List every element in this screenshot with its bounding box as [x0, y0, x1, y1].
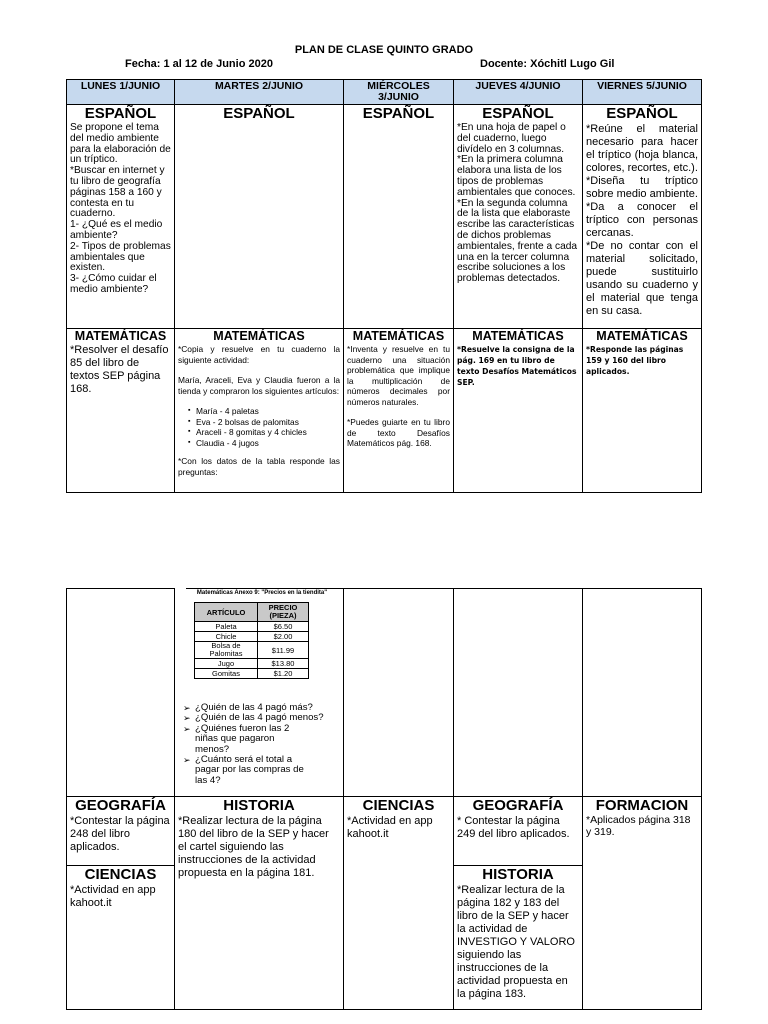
price-table-annex	[186, 590, 338, 698]
subject-label: FORMACION	[595, 797, 689, 814]
day-header-lunes: LUNES 1/JUNIO	[66, 79, 175, 105]
table2-jueves-top	[453, 588, 583, 797]
matematicas-martes-cell	[174, 328, 344, 493]
ciencias-lunes-cell	[66, 865, 175, 1010]
subject-label: MATEMÁTICAS	[352, 329, 445, 343]
geografia-lunes-cell	[66, 796, 175, 866]
subject-label: ESPAÑOL	[84, 105, 157, 122]
geografia-jueves-text: * Contestar la página 249 del libro aplicados.	[457, 815, 570, 840]
page-title: PLAN DE CLASE QUINTO GRADO	[294, 44, 474, 56]
subject-label: HISTORIA	[482, 866, 554, 883]
matematicas-viernes-cell	[582, 328, 702, 493]
espanol-lunes-cell	[66, 104, 175, 329]
list-item: ➢ ¿Cuánto será el total a pagar por las compras de las 4?	[183, 755, 343, 786]
subject-label: ESPAÑOL	[606, 105, 678, 122]
list-item: ➢ ¿Quién de las 4 pagó más?	[183, 703, 343, 713]
day-header-miercoles: MIÉRCOLES 3/JUNIO	[343, 79, 454, 105]
espanol-viernes-cell	[582, 104, 702, 329]
subject-label: GEOGRAFÍA	[472, 797, 564, 814]
espanol-jueves-text: *En una hoja de papel o del cuaderno, luego divídelo en 3 columnas. *En la primera columna elabora una lista de los tipos de problemas ambientales que conoces. *En la segunda columna de la lista que elaboraste escribe las características de dichos problemas ambientales, frente a cada una en la tercer columna escribe soluciones a los problemas detectados.	[457, 122, 578, 285]
day-header-martes: MARTES 2/JUNIO	[174, 79, 344, 105]
espanol-lunes-text: Se propone el tema del medio ambiente para la elaboración de un tríptico. *Buscar en internet y tu libro de geografía páginas 158 a 160 y contesta en tu cuaderno. 1- ¿Qué es el medio ambiente? 2- Tipos de problemas ambientales que existen. 3- ¿Cómo cuidar el medio ambiente?	[70, 122, 171, 295]
historia-martes-cell	[174, 796, 344, 1010]
list-item: ▪ Araceli - 8 gomitas y 4 chicles	[190, 427, 340, 438]
subject-label: MATEMÁTICAS	[74, 329, 167, 343]
subject-label: GEOGRAFÍA	[75, 797, 166, 814]
subject-label: MATEMÁTICAS	[472, 329, 564, 343]
matematicas-viernes-text: *Responde las páginas 159 y 160 del libro aplicados.	[586, 345, 684, 376]
espanol-martes-cell	[174, 104, 344, 329]
list-item: ➢ ¿Quién de las 4 pagó menos?	[183, 713, 343, 723]
table-row: Chicle $2.00	[195, 632, 309, 642]
ciencias-miercoles-text: *Actividad en app kahoot.it	[347, 815, 433, 840]
espanol-jueves-cell	[453, 104, 583, 329]
historia-jueves-cell	[453, 865, 583, 1010]
subject-label: HISTORIA	[223, 797, 295, 814]
table-row: Bolsa de Palomitas $11.99	[195, 642, 309, 659]
column-header: ARTÍCULO	[195, 603, 258, 622]
column-header: PRECIO (PIEZA)	[258, 603, 309, 622]
subject-label: ESPAÑOL	[223, 105, 295, 122]
subject-label: CIENCIAS	[362, 797, 435, 814]
geografia-jueves-cell	[453, 796, 583, 866]
list-item: ➢ ¿Quiénes fueron las 2 niñas que pagaron menos?	[183, 724, 343, 755]
ciencias-miercoles-cell	[343, 796, 454, 1010]
annex-title: Matemáticas Anexo 9: "Precios en la tiendita"	[196, 590, 328, 596]
subject-label: CIENCIAS	[84, 866, 157, 883]
teacher-label: Docente: Xóchitl Lugo Gil	[480, 58, 615, 70]
historia-jueves-text: *Realizar lectura de la página 182 y 183 del libro de la SEP y hacer la actividad de INVESTIGO Y VALORO siguiendo las instrucciones de la actividad propuesta en la página 183.	[457, 884, 575, 1000]
day-header-jueves: JUEVES 4/JUNIO	[453, 79, 583, 105]
matematicas-lunes-cell	[66, 328, 175, 493]
formacion-viernes-text: *Aplicados página 318 y 319.	[586, 814, 691, 838]
espanol-miercoles-cell	[343, 104, 454, 329]
espanol-viernes-text: *Reúne el material necesario para hacer el tríptico (hoja blanca, colores, recortes, etc.). *Diseña tu tríptico sobre medio ambiente. *Da a conocer el tríptico con personas cercanas. *De no contar con el material solicitado, puede sustituirlo usando su cuaderno y el material que tenga en su casa.	[586, 123, 698, 317]
subject-label: MATEMÁTICAS	[596, 329, 688, 343]
table2-viernes-top	[582, 588, 702, 797]
price-table	[194, 602, 309, 679]
matematicas-jueves-cell	[453, 328, 583, 493]
matematicas-lunes-text: *Resolver el desafío 85 del libro de textos SEP página 168.	[70, 344, 169, 395]
formacion-viernes-cell	[582, 796, 702, 1010]
table-row: Paleta $6.50	[195, 622, 309, 632]
list-item: ▪ María - 4 paletas	[190, 406, 340, 417]
table2-lunes-top	[66, 588, 175, 797]
geografia-lunes-text: *Contestar la página 248 del libro aplicados.	[70, 815, 170, 853]
list-item: ▪ Eva - 2 bolsas de palomitas	[190, 417, 340, 428]
subject-label: ESPAÑOL	[362, 105, 435, 122]
subject-label: ESPAÑOL	[482, 105, 554, 122]
question-list	[183, 703, 343, 786]
table2-miercoles-top	[343, 588, 454, 797]
day-header-viernes: VIERNES 5/JUNIO	[582, 79, 702, 105]
matematicas-jueves-text: *Resuelve la consigna de la pág. 169 en tu libro de texto Desafíos Matemáticos SEP.	[457, 345, 577, 387]
list-item: ▪ Claudia - 4 jugos	[190, 438, 340, 449]
matematicas-martes-text: *Copia y resuelve en tu cuaderno la siguiente actividad: María, Araceli, Eva y Claudia fueron a la tienda y compraron los siguientes artículos: ▪ María - 4 paletas ▪ Eva - 2 bolsas de palomitas ▪ Araceli - 8 gomitas y 4 chicles ▪ Claudia - 4 jugos *Con los datos de la tabla responde las preguntas:	[175, 343, 343, 477]
matematicas-miercoles-text: *Inventa y resuelve en tu cuaderno una situación problemática que implique la multiplicación de números decimales por números naturales. *Puedes guiarte en tu libro de texto Desafíos Matemáticos pág. 168.	[347, 344, 450, 448]
table-row: Gomitas $1.20	[195, 669, 309, 679]
matematicas-miercoles-cell	[343, 328, 454, 493]
historia-martes-text: *Realizar lectura de la página 180 del libro de la SEP y hacer el cartel siguiendo las instrucciones de la actividad propuesta en la página 181.	[178, 815, 329, 879]
date-label: Fecha: 1 al 12 de Junio 2020	[125, 58, 273, 70]
subject-label: MATEMÁTICAS	[213, 329, 305, 343]
table-row: Jugo $13.80	[195, 659, 309, 669]
ciencias-lunes-text: *Actividad en app kahoot.it	[70, 884, 156, 909]
